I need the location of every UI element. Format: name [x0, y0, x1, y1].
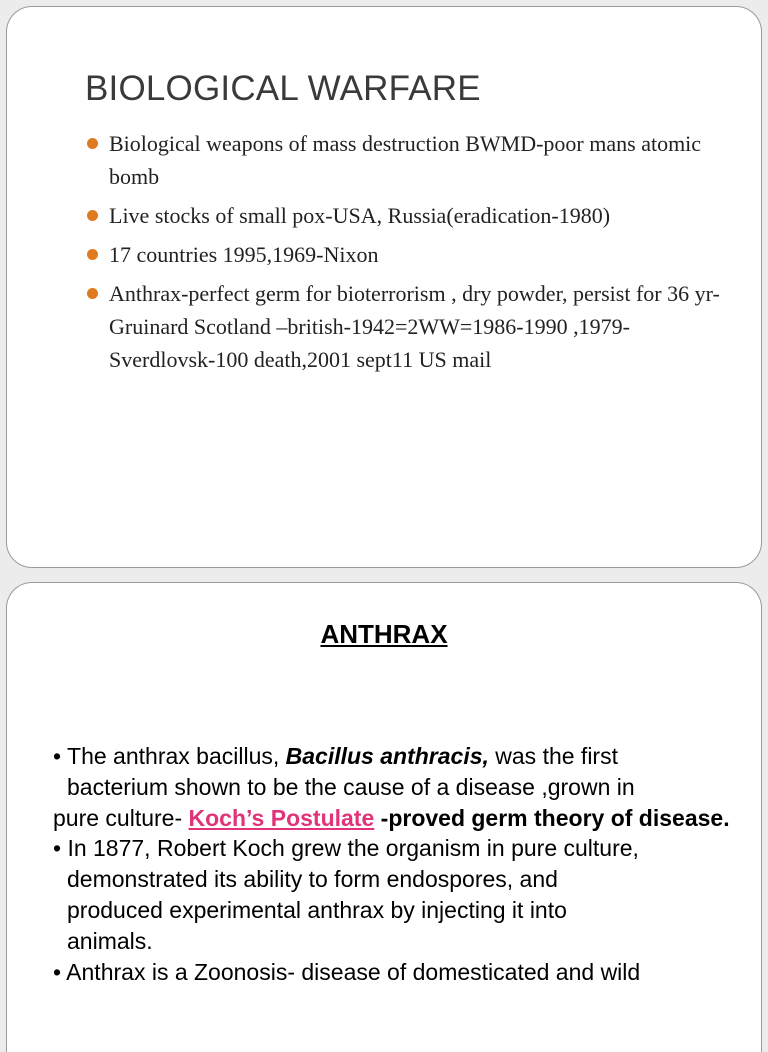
list-item-text: Live stocks of small pox-USA, Russia(eradication-1980) — [109, 203, 611, 228]
list-item — [87, 277, 727, 376]
bullet-dot-icon — [87, 138, 98, 149]
slide-body — [53, 741, 733, 987]
list-item-text: Anthrax-perfect germ for bioterrorism , dry powder, persist for 36 yr-Gruinard Scotland –british-1942=2WW=1986-1990 ,1979-Sverdlovsk-100 death,2001 sept11 US mail — [109, 281, 720, 372]
list-item — [87, 238, 727, 271]
slide-title: BIOLOGICAL WARFARE — [85, 69, 481, 108]
text: • Anthrax is a Zoonosis- disease of domesticated and wild — [53, 958, 641, 985]
bullet-dot-icon — [87, 249, 98, 260]
text: animals. — [67, 927, 153, 954]
list-item-text: Biological weapons of mass destruction BWMD-poor mans atomic bomb — [109, 131, 702, 189]
text: was the first — [488, 743, 618, 769]
list-item — [87, 199, 727, 232]
text: • In 1877, Robert Koch grew the organism in pure culture, — [53, 835, 639, 862]
text: produced experimental anthrax by injecting it into — [67, 896, 567, 923]
text: • The anthrax bacillus, — [53, 743, 286, 769]
slide-anthrax — [6, 582, 762, 1052]
species-name: Bacillus anthracis, — [285, 743, 489, 769]
bullet-list — [87, 127, 727, 382]
paragraph-zoonosis — [53, 957, 733, 988]
text: bacterium shown to be the cause of a disease ,grown in — [67, 773, 635, 800]
slide-biological-warfare — [6, 6, 762, 568]
list-item — [87, 127, 727, 193]
paragraph-koch — [53, 833, 733, 956]
paragraph-bacillus — [53, 741, 733, 833]
kochs-postulate-link[interactable]: Koch’s Postulate — [188, 804, 375, 831]
text: demonstrated its ability to form endospores, and — [67, 866, 558, 893]
list-item-text: 17 countries 1995,1969-Nixon — [109, 242, 379, 267]
text: pure culture- — [53, 804, 189, 831]
bold-text: -proved germ theory of disease. — [374, 804, 730, 831]
bullet-dot-icon — [87, 210, 98, 221]
slide-title: ANTHRAX — [320, 619, 448, 649]
bullet-dot-icon — [87, 288, 98, 299]
